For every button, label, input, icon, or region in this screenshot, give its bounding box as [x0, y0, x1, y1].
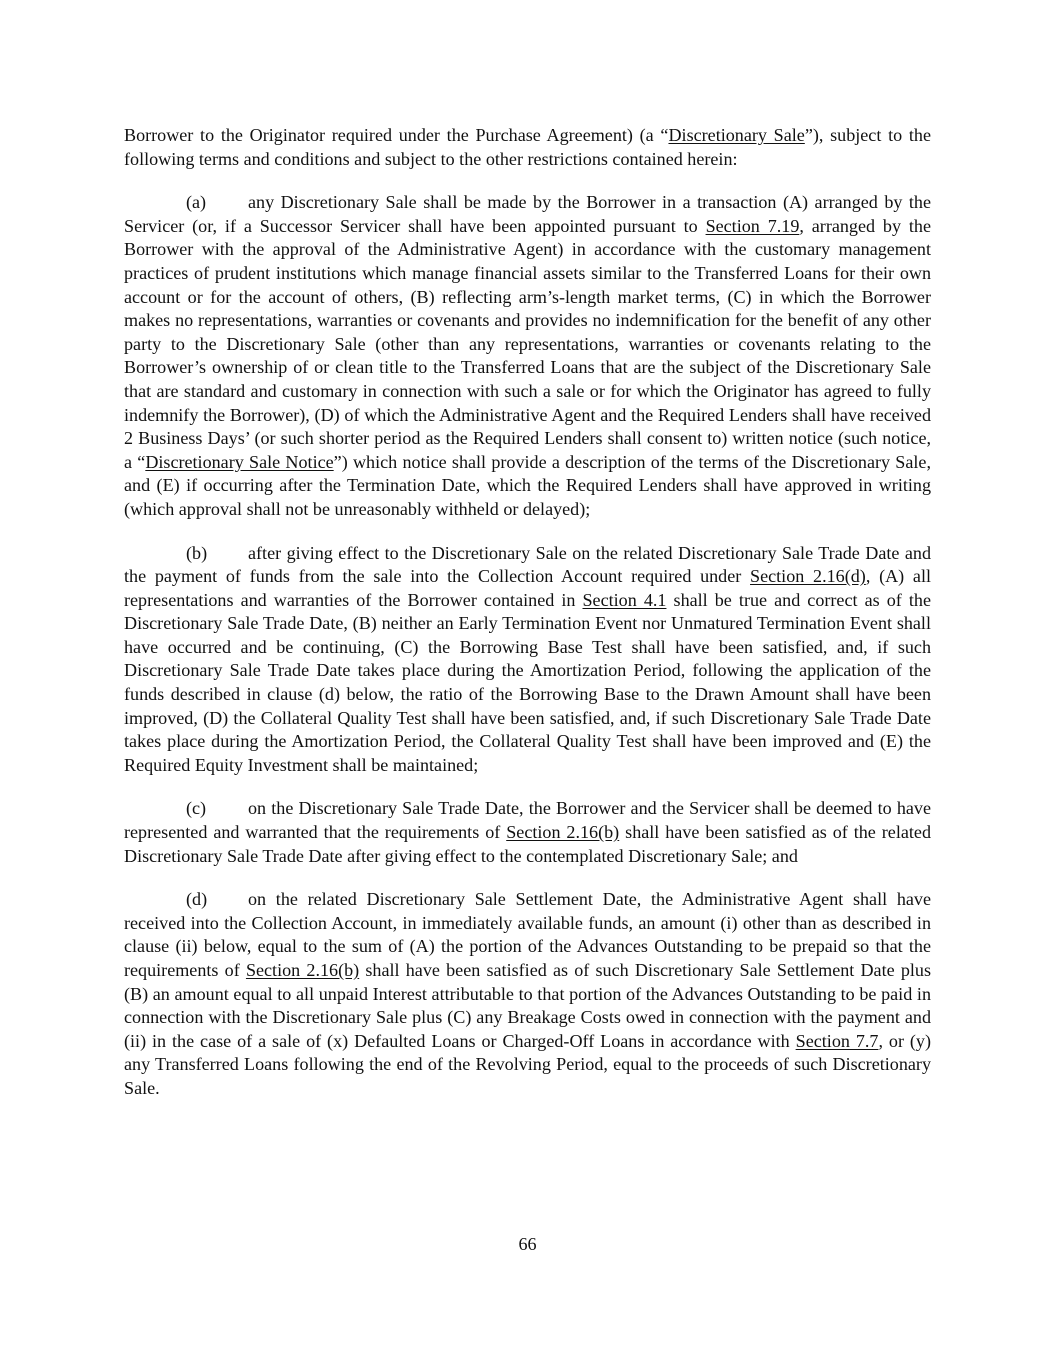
clause-c — [124, 797, 931, 868]
section-ref-2-16-b-second: Section 2.16(b) — [245, 960, 360, 980]
clause-a-text-2: , arranged by the Borrower with the approval of the Administrative Agent) in accordance with the customary management practices of prudent institutions which manage financial assets similar to the Transferred Loans for their own account or for the account of others, (B) reflecting arm’s-length market terms, (C) in which the Borrower makes no representations, warranties or covenants and provides no indemnification for the benefit of any other party to the Discretionary Sale (other than any representations, warranties or covenants relating to the Borrower’s ownership of or clean title to the Transferred Loans that are the subject of the Discretionary Sale that are standard and customary in connection with such a sale or for which the Originator has agreed to fully indemnify the Borrower), (D) of which the Administrative Agent and the Required Lenders shall have received 2 Business Days’ (or such shorter period as the Required Lenders shall consent to) written notice (such notice, a “ — [124, 215, 931, 472]
intro-text-continued: ”), subject to the following terms and conditions and subject to the other restrictions contained herein: — [124, 125, 931, 169]
clause-a-text: any Discretionary Sale shall be made by the Borrower in a transaction (A) arranged by the Servicer (or, if a Successor Servicer shall have been appointed pursuant to — [124, 192, 931, 236]
clause-b-text: after giving effect to the Discretionary Sale on the related Discretionary Sale Trade Date and the payment of funds from the sale into the Collection Account required under — [124, 542, 931, 587]
document-page — [124, 124, 931, 1121]
clause-b-text-2: , (A) all representations and warranties of the Borrower contained in — [124, 566, 932, 610]
intro-paragraph — [124, 124, 931, 171]
clause-d-text: on the related Discretionary Sale Settlement Date, the Administrative Agent shall have received into the Collection Account, in immediately available funds, an amount (i) other than as described in clause (ii) below, equal to the sum of (A) the portion of the Advances Outstanding to be prepaid so that the requirements of — [124, 889, 931, 980]
clause-d-text-3: , or (y) any Transferred Loans following the end of the Revolving Period, equal to the proceeds of such Discretionary Sale. — [124, 1030, 931, 1098]
section-ref-7-7: Section 7.7 — [795, 1030, 879, 1051]
clause-d — [124, 888, 931, 1100]
clause-d-text-2: shall have been satisfied as of such Discretionary Sale Settlement Date plus (B) an amount equal to all unpaid Interest attributable to that portion of the Advances Outstanding to be paid in connection with the Discretionary Sale plus (C) any Breakage Costs owed in connection with the payment and (ii) in the case of a sale of (x) Defaulted Loans or Charged-Off Loans in accordance with — [124, 960, 932, 1051]
clause-b — [124, 542, 931, 778]
page-number: 66 — [518, 1234, 537, 1254]
clause-b-text-3: shall be true and correct as of the Discretionary Sale Trade Date, (B) neither an Early Termination Event nor Unmatured Termination Event shall have occurred and be continuing, (C) the Borrowing Base Test shall have been satisfied, and, if such Discretionary Sale Trade Date takes place during the Amortization Period, following the application of the funds described in clause (d) below, the ratio of the Borrowing Base to the Drawn Amount shall have been improved, (D) the Collateral Quality Test shall have been satisfied, and, if such Discretionary Sale Trade Date takes place during the Amortization Period, the Collateral Quality Test shall have been improved and (E) the Required Equity Investment shall be maintained; — [124, 589, 931, 775]
clause-c-label: (c) — [186, 798, 207, 819]
clause-b-label: (b) — [186, 542, 208, 563]
intro-text: Borrower to the Originator required under the Purchase Agreement) (a “ — [124, 125, 669, 145]
clause-c-text: on the Discretionary Sale Trade Date, the Borrower and the Servicer shall be deemed to have represented and warranted that the requirements of — [124, 798, 931, 843]
clause-a — [124, 191, 931, 521]
defined-term-discretionary-sale-notice: Discretionary Sale Notice — [145, 451, 334, 472]
section-ref-4-1: Section 4.1 — [582, 589, 667, 610]
defined-term-discretionary-sale: Discretionary Sale — [668, 125, 805, 145]
section-ref-2-16-d: Section 2.16(d) — [750, 566, 866, 587]
clause-c-text-2: shall have been satisfied as of the related Discretionary Sale Trade Date after giving effect to the contemplated Discretionary Sale; and — [124, 822, 932, 866]
clause-a-label: (a) — [186, 192, 207, 213]
section-ref-2-16-b: Section 2.16(b) — [506, 822, 620, 843]
section-ref-7-19: Section 7.19 — [705, 215, 800, 236]
clause-d-label: (d) — [186, 889, 208, 910]
clause-a-text-3: ”) which notice shall provide a description of the terms of the Discretionary Sale, and (E) if occurring after the Termination Date, which the Required Lenders shall have approved in writing (which approval shall not be unreasonably withheld or delayed); — [124, 451, 931, 519]
